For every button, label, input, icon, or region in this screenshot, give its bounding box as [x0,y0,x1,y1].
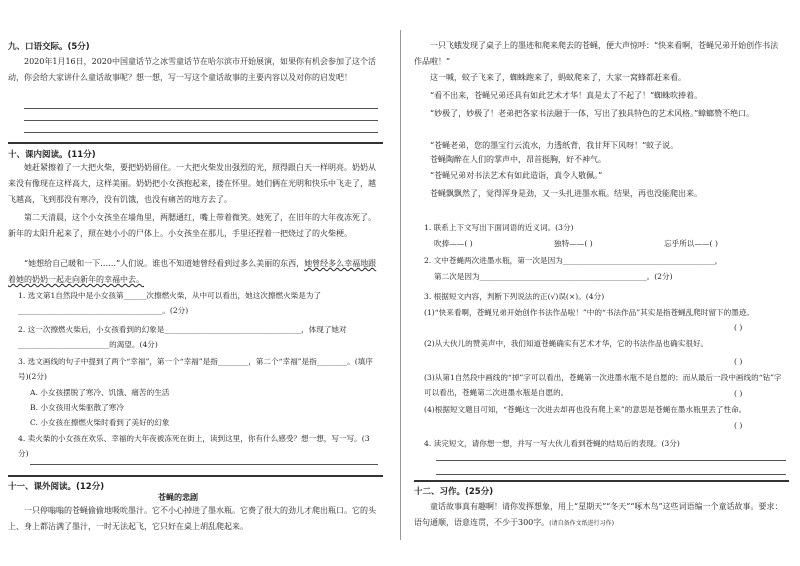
section-9-text: 2020年1月16日，2020中国童话节之冰雪童话节在哈尔滨市开始展演，如果你有机会参加了这个活动，你会给大家讲什么童话故事呢？想一想，写一写这个童话故事的主要内容以及对你的启发吧！ [8,57,376,82]
section-divider [414,480,789,482]
writing-note: (请自备作文纸进行习作) [549,520,614,527]
section-10-heading: 十、课内阅读。(11分) [8,150,96,160]
story-paragraph-3: 这一喊，蚊子飞来了，蜘蛛跑来了，蚂蚁爬来了，大家一窝蜂都赶来看。 [430,73,686,82]
right-question-3: 3. 根据短文内容，判断下列说法的正(√)误(×)。(4分) [424,292,605,301]
answer-line[interactable] [24,120,378,121]
story-paragraph-7: 苍蝇陶醉在人们的掌声中，昂首挺胸，好不神气。 [430,155,606,164]
synonym-1[interactable]: 吹捧——( ) [434,239,473,248]
option-c[interactable]: C. 小女孩在擦燃火柴时看到了美好的幻象 [30,418,170,427]
story-paragraph-5: “妙极了，妙极了！老弟把各家书法融于一体，写出了独具特色的艺术风格。”蟑螂赞不绝口。 [430,109,755,118]
story-paragraph-9: 苍蝇飘飘然了，觉得浑身是劲，又一头扎进墨水瓶。结果，再也没能爬出来。 [430,189,702,198]
reading-paragraph-1: 她赶紧擦着了一大把火柴，要把奶奶留住。一大把火柴发出强烈的光，照得跟白天一样明亮。奶奶从来没有像现在这样高大，这样美丽。奶奶把小女孩抱起来，搂在怀里。她们俩在光明和快乐中飞走了，越飞越高，飞到那没有寒冷，没有饥饿，也没有痛苦的地方去了。 [8,163,376,204]
answer-line[interactable] [436,460,786,461]
judgement-4: (4)根据短文题目可知，“苍蝇这一次进去却再也没有爬上来”的意思是苍蝇在墨水瓶里丢了性命。 [424,405,747,414]
story-paragraph-6: “苍蝇老弟，您的墨宝行云流水，力透纸背，我甘拜下风呀！”蚊子说。 [430,141,679,150]
underlined-text: 她曾经多么幸福 [304,259,361,268]
question-2: 2. 这一次擦燃火柴后，小女孩看到的幻象是____________________________________，体现了她对________________________的渴望。(4分) [18,325,347,349]
judgement-4-paren[interactable]: ( ) [734,421,743,430]
paragraph-3-part-a: “她想给自己暖和一下……”人们说。 [24,259,153,268]
reading-paragraph-3 [8,256,378,288]
question-4: 4. 卖火柴的小女孩在欢乐、幸福的大年夜被冻死在街上，读到这里，你有什么感受？想一想，写一写。(3分) [18,434,370,458]
section-11-heading: 十一、课外阅读。(12分) [8,482,105,492]
story-paragraph-1: 一只停嗡嗡的苍蝇偷偷地吸吮墨汁。它不小心掉进了墨水瓶。它费了很大的劲儿才爬出瓶口。它的头上、身上都沾满了墨汁，一时无法起飞，它只好在桌上胡乱爬起来。 [8,506,376,531]
judgement-1-paren[interactable]: ( ) [734,323,743,332]
answer-line[interactable] [436,474,786,475]
column-divider [400,30,401,540]
section-divider [8,475,383,477]
reading-paragraph-2: 第二天清晨，这个小女孩坐在墙角里，两腮通红，嘴上带着微笑。她死了，在旧年的大年夜冻死了。新年的太阳升起来了，照在她小小的尸体上。小女孩坐在那儿，手里还捏着一把烧过了的火柴梗。 [8,213,376,238]
question-1: 1. 选文第1自然段中是小女孩第______次擦燃火柴，从中可以看出，她这次擦燃火柴是为了______________________________________。(2分) [18,291,322,315]
section-divider [8,142,383,144]
synonym-2[interactable]: 独特——( ) [554,239,593,248]
story-paragraph-4: “看不出来，苍蝇兄弟还具有如此艺术才华！真是太了不起了！”蜘蛛吹捧着。 [430,91,703,100]
right-question-2b: 第二次是因为____________________________________________。(2分) [434,272,673,281]
section-9-heading: 九、口语交际。(5分) [8,42,90,52]
answer-line[interactable] [24,108,378,109]
writing-prompt-text: 童话故事真有趣啊！请你发挥想象，用上“星期天”“冬天”“啄木鸟”这些词语编一个童话故事。要求：语句通顺，语意连贯，不少于300字。 [414,502,783,527]
answer-line[interactable] [24,132,378,133]
question-3: 3. 选文画线的句子中提到了两个“幸福”，第一个“幸福”是指________，第二个“幸福”是指________。(填序号)(2分) [18,357,373,381]
right-question-1: 1. 联系上下文写出下面词语的近义词。(3分) [424,223,574,232]
option-b[interactable]: B. 小女孩用火柴驱散了寒冷 [30,403,124,412]
underlined-text-cont: 地跟着她的奶奶一起走向新年的幸福中去。 [8,259,377,284]
judgement-3-paren[interactable]: ( ) [734,389,743,398]
story-title: 苍蝇的悲剧 [158,493,198,502]
story-paragraph-2: 一只飞蛾发现了桌子上的墨迹和爬来爬去的苍蝇，便大声惊呼：“快来看啊，苍蝇兄弟开始创作书法作品啦！” [414,41,779,66]
answer-line[interactable] [30,464,378,465]
judgement-3: (3)从第1自然段中画线的“掉”字可以看出，苍蝇第一次进墨水瓶不是自愿的；而从最后一段中画线的“钻”字可以看出，苍蝇第二次进墨水瓶是自愿的。 [424,373,782,397]
option-a[interactable]: A. 小女孩摆脱了寒冷、饥饿、痛苦的生活 [30,388,170,397]
synonym-3[interactable]: 忘乎所以——( ) [664,239,718,248]
right-question-2a: 2. 文中苍蝇两次进墨水瓶，第一次是因为________________________________________， [424,256,723,265]
judgement-2-paren[interactable]: ( ) [734,357,743,366]
right-question-4: 4. 读完短文，请你想一想，并写一写大伙儿看到苍蝇的结局后的表现。(3分) [424,439,680,448]
story-paragraph-8: “苍蝇兄弟对书法艺术有如此造诣，真令人敬佩。” [430,171,603,180]
judgement-2: (2)从大伙儿的赞美声中，我们知道苍蝇确实有艺术才华，它的书法作品也确实很好。 [424,339,709,348]
section-12-heading: 十二、习作。(25分) [414,487,494,497]
judgement-1: (1)“快来看啊，苍蝇兄弟开始创作书法作品啦！”中的“书法作品”其实是指苍蝇乱爬时留下的墨迹。 [424,308,755,317]
writing-prompt [414,499,786,532]
paragraph-3-part-b: 谁也不知道她曾经看到过多么美丽的东西， [152,259,305,268]
